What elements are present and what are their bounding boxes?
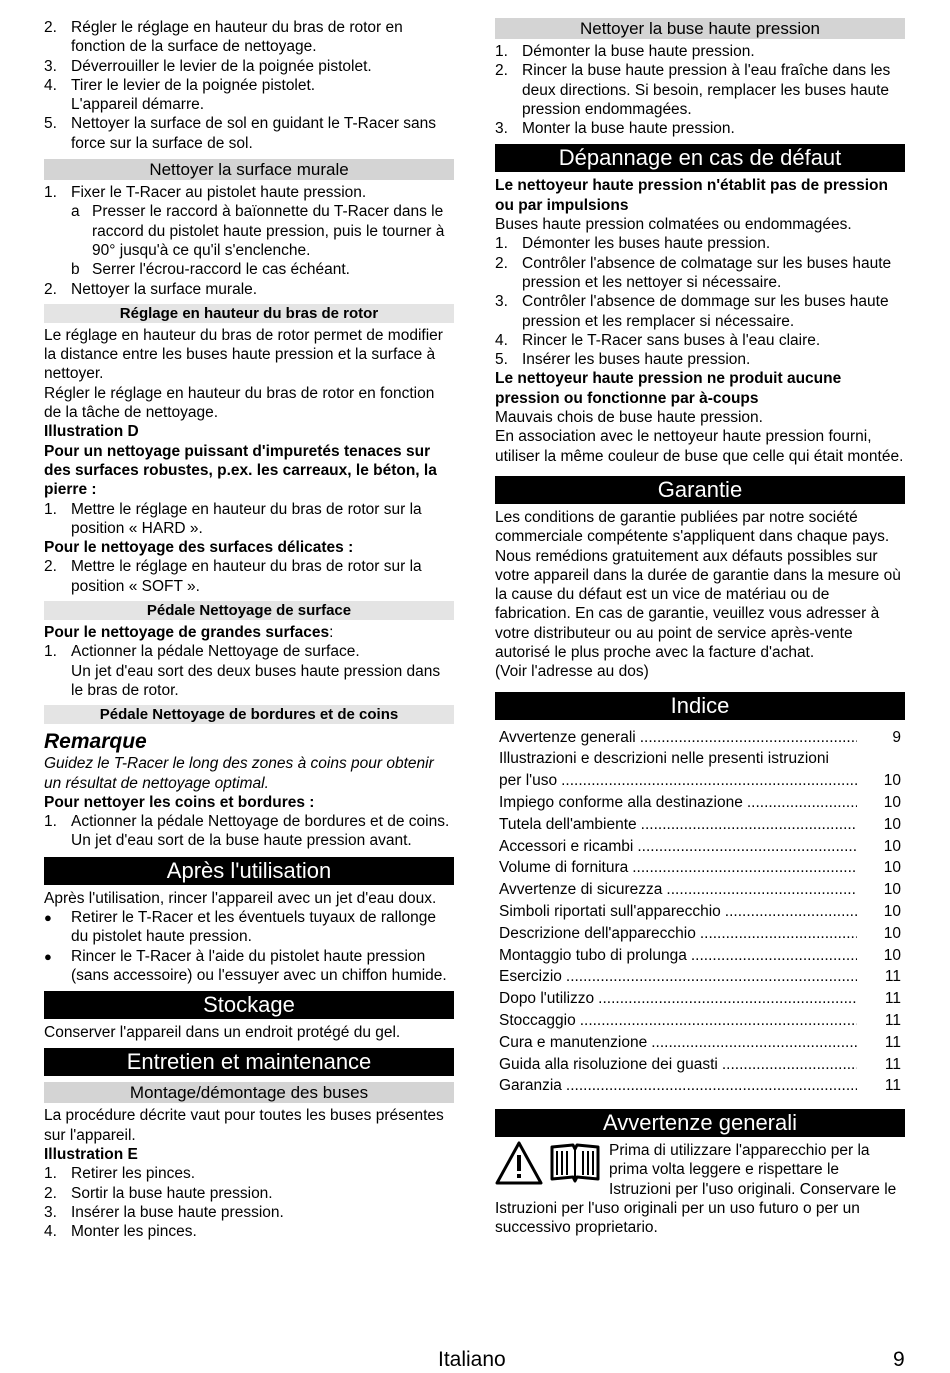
warranty-address-note: (Voir l'adresse au dos) (495, 663, 649, 681)
fault-1-title: Le nettoyeur haute pression n'établit pas de pression ou par impulsions (495, 177, 888, 214)
toc-label: Avvertenze generali (499, 728, 636, 746)
step-number: 2. (495, 62, 508, 80)
heading-general-notes: Avvertenze generali (495, 1109, 905, 1137)
toc-entry[interactable] (499, 836, 901, 858)
step-text: Sortir la buse haute pression. (71, 1184, 273, 1202)
toc-leader (651, 1032, 857, 1054)
nozzle-steps (44, 1164, 454, 1241)
warranty-paragraph: Les conditions de garantie publiées par notre société commerciale compétente s'appliquent dans chaque pays. Nous remédions gratuitement aux défauts possibles sur votre appareil dans la durée de garantie dans la mesure où la cause du défaut est un vice de matériau ou de fabrication. En cas de garantie, veuillez vous adresser à votre distributeur ou au point de service après-vente autorisé le plus proche avec la facture d'achat. (495, 508, 901, 662)
toc-page: 11 (884, 968, 901, 986)
heading-clean-nozzle: Nettoyer la buse haute pression (495, 18, 905, 39)
heading-rotor-height: Réglage en hauteur du bras de rotor (44, 304, 454, 323)
fault-1-steps (495, 234, 905, 369)
toc-page: 10 (883, 837, 901, 855)
toc-label: Cura e manutenzione (499, 1033, 648, 1051)
toc-leader (561, 770, 857, 792)
general-notes-text-1: Prima di utilizzare l'apparecchio per la prima volta leggere e rispettare le Istruzioni per l'uso originali. Conservare le (609, 1142, 897, 1198)
toc-label: Descrizione dell'apparecchio (499, 924, 696, 942)
toc-label: Simboli riportati sull'apparecchio (499, 902, 721, 920)
list-item (44, 1222, 454, 1241)
toc-label: Guida alla risoluzione dei guasti (499, 1055, 718, 1073)
step-number: 2. (495, 254, 508, 272)
rotor-illustration-ref: Illustration D (44, 423, 139, 441)
toc-page: 10 (883, 815, 901, 833)
toc-page: 10 (883, 794, 901, 811)
step-number: 2. (44, 19, 57, 36)
toc-page: 11 (884, 990, 901, 1008)
step-text: Régler le réglage en hauteur du bras de rotor en fonction de la surface de nettoyage. (71, 19, 403, 56)
toc-entry-continuation[interactable] (499, 770, 901, 792)
toc-leader (700, 923, 857, 945)
footer-page-number: 9 (893, 1348, 905, 1371)
step-text: Contrôler l'absence de dommage sur les buses haute pression et les remplacer si nécessaire. (522, 293, 889, 330)
toc-label: Illustrazioni e descrizioni nelle presenti istruzioni (499, 750, 829, 768)
fault-1-cause: Buses haute pression colmatées ou endommagées. (495, 216, 852, 234)
step-number: 4. (44, 1223, 57, 1241)
list-item (495, 61, 905, 119)
edge-step: 1. Actionner la pédale Nettoyage de bordures et de coins. (44, 813, 450, 831)
toc-leader (691, 945, 857, 967)
heading-surface-pedal: Pédale Nettoyage de surface (44, 601, 454, 620)
general-notes-box (495, 1141, 905, 1199)
intro-steps (44, 18, 454, 153)
toc-label: Stoccaggio (499, 1011, 576, 1029)
list-item (44, 95, 454, 114)
toc-label: Avvertenze di sicurezza (499, 881, 663, 899)
footer-language: Italiano (438, 1348, 506, 1371)
general-notes-text-2: Istruzioni per l'uso originali per un uso futuro o per un successivo proprietario. (495, 1200, 860, 1237)
heading-storage: Stockage (44, 991, 454, 1019)
step-text: Monter les pinces. (71, 1223, 197, 1241)
toc-label: per l'uso (499, 772, 558, 790)
toc-entry[interactable] (499, 1032, 901, 1054)
step-number: 4. (495, 331, 508, 349)
list-item (495, 254, 905, 293)
step-text: Déverrouiller le levier de la poignée pistolet. (71, 57, 372, 75)
toc-entry[interactable] (499, 792, 901, 814)
step-number: 5. (44, 115, 57, 133)
toc-label: Impiego conforme alla destinazione (499, 794, 743, 811)
list-item (44, 114, 454, 153)
toc-page: 9 (892, 728, 901, 746)
nozzle-paragraph: La procédure décrite vaut pour toutes les buses présentes sur l'appareil. (44, 1107, 444, 1144)
toc-entry[interactable] (499, 727, 901, 749)
toc-leader (666, 879, 857, 901)
toc-label: Garanzia (499, 1077, 562, 1095)
after-paragraph: Après l'utilisation, rincer l'appareil avec un jet d'eau doux. (44, 889, 437, 907)
toc-entry[interactable] (499, 1010, 901, 1032)
step-number (44, 95, 71, 114)
step-number: 2. (44, 1184, 57, 1202)
fault-2-title: Le nettoyeur haute pression ne produit aucune pression ou fonctionne par à-coups (495, 370, 842, 407)
toc-label: Tutela dell'ambiente (499, 815, 637, 833)
list-item (44, 1164, 454, 1183)
list-item (44, 57, 454, 76)
pedal-title-line: Pour le nettoyage de grandes surfaces: (44, 624, 334, 642)
toc-entry[interactable] (499, 988, 901, 1010)
toc-entry[interactable] (499, 748, 901, 770)
toc-page: 10 (883, 902, 901, 920)
toc-page: 10 (883, 859, 901, 877)
list-item (495, 234, 905, 253)
toc-entry[interactable] (499, 814, 901, 836)
toc-entry[interactable] (499, 945, 901, 967)
warning-icons (495, 1141, 603, 1185)
open-manual-icon (549, 1141, 601, 1185)
toc-label: Accessori e ricambi (499, 837, 634, 855)
toc-page: 10 (883, 772, 901, 790)
step-text: Retirer les pinces. (71, 1165, 196, 1183)
list-item (495, 42, 905, 61)
after-bullet-2: ● Rincer le T-Racer à l'aide du pistolet haute pression (sans accessoire) ou l'essuyer avec un chiffon humide. (44, 947, 447, 984)
rotor-paragraph-1: Le réglage en hauteur du bras de rotor permet de modifier la distance entre les buses haute pression et la surface à nettoyer. (44, 326, 443, 383)
heading-nozzle-mounting: Montage/démontage des buses (44, 1082, 454, 1103)
storage-paragraph: Conserver l'appareil dans un endroit protégé du gel. (44, 1024, 401, 1042)
remark-text: Guidez le T-Racer le long des zones à coins pour obtenir un résultat de nettoyage optimal. (44, 755, 434, 792)
list-item (495, 292, 905, 331)
rotor-soft-title: Pour le nettoyage des surfaces délicates : (44, 539, 354, 557)
step-text: Rincer le T-Racer sans buses à l'eau claire. (522, 331, 821, 349)
step-text: Insérer la buse haute pression. (71, 1203, 284, 1221)
bullet-icon: ● (44, 948, 52, 964)
wall-substep-b: b Serrer l'écrou-raccord le cas échéant. (71, 261, 350, 279)
heading-troubleshooting: Dépannage en cas de défaut (495, 144, 905, 172)
list-item (44, 1203, 454, 1222)
heading-index: Indice (495, 692, 905, 720)
toc-entry[interactable] (499, 857, 901, 879)
bullet-icon: ● (44, 909, 52, 925)
toc-leader (566, 1075, 857, 1097)
toc-leader (722, 1054, 857, 1076)
nozzle-illustration-ref: Illustration E (44, 1146, 138, 1164)
step-text: Tirer le levier de la poignée pistolet. (71, 76, 316, 94)
toc-entry[interactable] (499, 901, 901, 923)
toc-entry[interactable] (499, 1075, 901, 1097)
fault-2-paragraph: En association avec le nettoyeur haute pression fourni, utiliser la même couleur de buse que celle qui était montée. (495, 428, 904, 465)
step-number: 1. (495, 235, 508, 253)
list-item (44, 18, 454, 57)
toc-page: 10 (883, 881, 901, 899)
edge-title: Pour nettoyer les coins et bordures : (44, 793, 315, 811)
warning-triangle-icon (495, 1141, 543, 1185)
toc-label: Dopo l'utilizzo (499, 990, 595, 1008)
toc-page: 11 (884, 1055, 901, 1073)
wall-step-2: 2. Nettoyer la surface murale. (44, 280, 258, 298)
pedal-title: Pour le nettoyage de grandes surfaces (44, 624, 330, 642)
toc-leader (566, 966, 857, 988)
heading-warranty: Garantie (495, 476, 905, 504)
toc-leader (632, 857, 857, 879)
step-number: 1. (495, 43, 508, 60)
after-bullet-1: ● Retirer le T-Racer et les éventuels tuyaux de rallonge du pistolet haute pression. (44, 908, 437, 946)
wall-step-1: 1. Fixer le T-Racer au pistolet haute pression. (44, 184, 367, 202)
pedal-step-note: Un jet d'eau sort des deux buses haute pression dans le bras de rotor. (71, 662, 441, 699)
heading-edge-pedal: Pédale Nettoyage de bordures et de coins (44, 705, 454, 724)
toc-entry[interactable] (499, 966, 901, 988)
list-item (44, 76, 454, 95)
toc-page: 10 (883, 946, 901, 964)
step-text: Contrôler l'absence de colmatage sur les buses haute pression et les nettoyer si nécessaire. (522, 254, 892, 291)
heading-wall-cleaning: Nettoyer la surface murale (44, 159, 454, 180)
toc-page: 11 (884, 1077, 901, 1095)
toc-leader (747, 792, 857, 814)
step-text: Monter la buse haute pression. (522, 120, 735, 138)
step-number: 3. (495, 120, 508, 138)
toc-page: 11 (884, 1033, 901, 1051)
toc-leader (640, 727, 857, 749)
step-number: 3. (44, 57, 57, 75)
left-column (44, 18, 454, 1242)
step-text: Démonter la buse haute pression. (522, 43, 755, 60)
wall-substep-a: a Presser le raccord à baïonnette du T-Racer dans le raccord du pistolet haute pression, puis le tourner à 90° jusqu'à ce qu'il s'enclenche. (71, 203, 445, 259)
rotor-paragraph-2: Régler le réglage en hauteur du bras de rotor en fonction de la tâche de nettoyage. (44, 384, 435, 422)
toc-entry[interactable] (499, 879, 901, 901)
fault-2-cause: Mauvais chois de buse haute pression. (495, 409, 763, 427)
toc-leader (641, 814, 857, 836)
list-item (495, 331, 905, 350)
remark-title: Remarque (44, 730, 147, 754)
table-of-contents (499, 727, 901, 1098)
heading-after-use: Après l'utilisation (44, 857, 454, 885)
step-number: 3. (44, 1203, 57, 1221)
toc-leader (580, 1010, 857, 1032)
toc-leader (725, 901, 857, 923)
rotor-soft-step: 2. Mettre le réglage en hauteur du bras de rotor sur la position « SOFT ». (44, 558, 422, 595)
list-item (44, 1184, 454, 1203)
list-item (495, 119, 905, 138)
list-item (495, 350, 905, 369)
toc-leader (637, 836, 857, 858)
step-number: 3. (495, 293, 508, 311)
right-column (495, 18, 905, 1238)
toc-leader (598, 988, 857, 1010)
toc-label: Esercizio (499, 968, 562, 986)
step-number: 5. (495, 351, 508, 369)
rotor-hard-title: Pour un nettoyage puissant d'impuretés tenaces sur des surfaces robustes, p.ex. les carreaux, le béton, la pierre : (44, 442, 437, 499)
step-text: L'appareil démarre. (71, 96, 205, 114)
toc-page: 11 (884, 1011, 901, 1029)
pedal-step: 1. Actionner la pédale Nettoyage de surface. (44, 643, 360, 661)
clean-steps (495, 42, 905, 138)
toc-label: Volume di fornitura (499, 859, 629, 877)
step-text: Nettoyer la surface de sol en guidant le T-Racer sans force sur la surface de sol. (71, 115, 437, 152)
rotor-hard-step: 1. Mettre le réglage en hauteur du bras de rotor sur la position « HARD ». (44, 500, 422, 537)
step-number: 4. (44, 76, 57, 94)
heading-maintenance: Entretien et maintenance (44, 1048, 454, 1076)
toc-entry[interactable] (499, 1054, 901, 1076)
toc-page: 10 (883, 924, 901, 942)
edge-step-note: Un jet d'eau sort de la buse haute pression avant. (71, 832, 412, 850)
toc-entry[interactable] (499, 923, 901, 945)
step-text: Rincer la buse haute pression à l'eau fraîche dans les deux directions. Si besoin, remplacer les buses haute pression endommagées. (522, 62, 891, 118)
toc-label: Montaggio tubo di prolunga (499, 946, 687, 964)
step-text: Insérer les buses haute pression. (522, 351, 751, 369)
step-text: Démonter les buses haute pression. (522, 235, 771, 253)
step-number: 1. (44, 1165, 57, 1183)
